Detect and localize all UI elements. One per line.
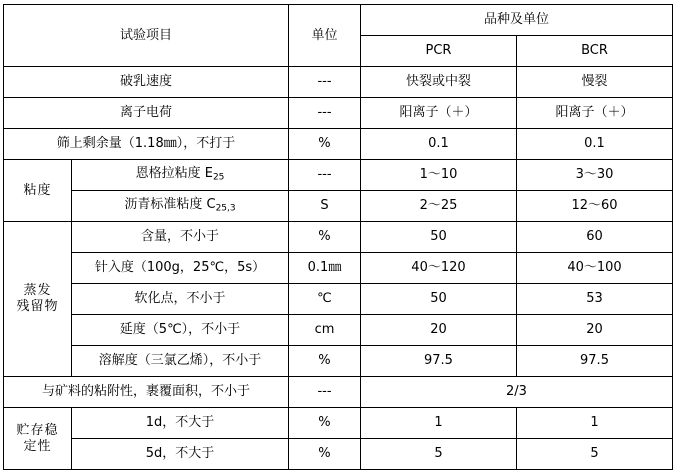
row-pcr: 40～120: [360, 253, 516, 284]
row-item: [72, 191, 289, 222]
row-unit: %: [288, 346, 360, 377]
table-row: [4, 377, 673, 408]
row-item: [72, 160, 289, 191]
group-evaporation-residue-label-1: 蒸发: [23, 283, 52, 299]
row-bcr: 60: [516, 222, 672, 253]
row-item: 针入度（100g，25℃，5s）: [72, 253, 289, 284]
row-item: 软化点，不小于: [72, 284, 289, 315]
row-item-sub: 25: [212, 172, 225, 183]
row-item: 含量，不小于: [72, 222, 289, 253]
row-pcr: 1～10: [360, 160, 516, 191]
row-pcr: 快裂或中裂: [360, 67, 516, 98]
row-merged-value: 2/3: [360, 377, 672, 408]
row-bcr: 20: [516, 315, 672, 346]
row-item: 5d，不大于: [72, 439, 289, 470]
header-item: 试验项目: [4, 5, 289, 67]
table-row: [4, 346, 673, 377]
row-bcr: 慢裂: [516, 67, 672, 98]
group-evaporation-residue-label-2: 残留物: [16, 299, 59, 314]
row-item: 与矿料的粘附性，裹覆面积，不小于: [4, 377, 289, 408]
row-pcr: 0.1: [360, 129, 516, 160]
row-pcr: 97.5: [360, 346, 516, 377]
row-bcr: 0.1: [516, 129, 672, 160]
row-item: 破乳速度: [4, 67, 289, 98]
row-pcr: 50: [360, 222, 516, 253]
row-unit: ---: [288, 377, 360, 408]
group-viscosity: 粘度: [4, 160, 72, 222]
group-storage-stability-label-1: 贮存稳: [16, 422, 59, 438]
row-item: 溶解度（三氯乙烯），不小于: [72, 346, 289, 377]
row-item: 延度（5℃），不小于: [72, 315, 289, 346]
row-bcr: 1: [516, 408, 672, 439]
table-header-row: [4, 5, 673, 36]
row-unit: %: [288, 222, 360, 253]
row-unit: ---: [288, 67, 360, 98]
row-bcr: 3～30: [516, 160, 672, 191]
row-pcr: 20: [360, 315, 516, 346]
row-pcr: 1: [360, 408, 516, 439]
row-item: 1d，不大于: [72, 408, 289, 439]
header-col-pcr: PCR: [360, 36, 516, 67]
group-storage-stability-label-2: 定性: [23, 438, 52, 454]
row-unit: ---: [288, 160, 360, 191]
row-item-base: 沥青标准粘度 C: [124, 197, 216, 213]
header-col-bcr: BCR: [516, 36, 672, 67]
row-unit: ---: [288, 98, 360, 129]
row-bcr: 阳离子（＋）: [516, 98, 672, 129]
row-unit: 0.1㎜: [288, 253, 360, 284]
row-item: 筛上剩余量（1.18㎜），不打于: [4, 129, 289, 160]
row-item-sub: 25,3: [215, 203, 236, 214]
row-unit: S: [288, 191, 360, 222]
emulsified-asphalt-spec-table: [3, 4, 673, 470]
row-item-base: 恩格拉粘度 E: [135, 166, 213, 182]
table-row: [4, 253, 673, 284]
row-unit: cm: [288, 315, 360, 346]
header-unit: 单位: [288, 5, 360, 67]
row-unit: %: [288, 129, 360, 160]
table-row: [4, 129, 673, 160]
group-storage-stability: [4, 408, 72, 470]
row-bcr: 40～100: [516, 253, 672, 284]
row-unit: ℃: [288, 284, 360, 315]
row-bcr: 12～60: [516, 191, 672, 222]
row-bcr: 97.5: [516, 346, 672, 377]
table-row: [4, 439, 673, 470]
table-row: [4, 284, 673, 315]
row-pcr: 阳离子（＋）: [360, 98, 516, 129]
table-row: [4, 160, 673, 191]
row-item: 离子电荷: [4, 98, 289, 129]
row-bcr: 53: [516, 284, 672, 315]
table-row: [4, 315, 673, 346]
row-unit: %: [288, 408, 360, 439]
row-bcr: 5: [516, 439, 672, 470]
table-row: [4, 408, 673, 439]
row-pcr: 5: [360, 439, 516, 470]
row-pcr: 50: [360, 284, 516, 315]
table-row: [4, 98, 673, 129]
table-row: [4, 191, 673, 222]
header-variety: 品种及单位: [360, 5, 672, 36]
table-row: [4, 222, 673, 253]
table-row: [4, 67, 673, 98]
row-pcr: 2～25: [360, 191, 516, 222]
row-unit: %: [288, 439, 360, 470]
group-evaporation-residue: [4, 222, 72, 377]
